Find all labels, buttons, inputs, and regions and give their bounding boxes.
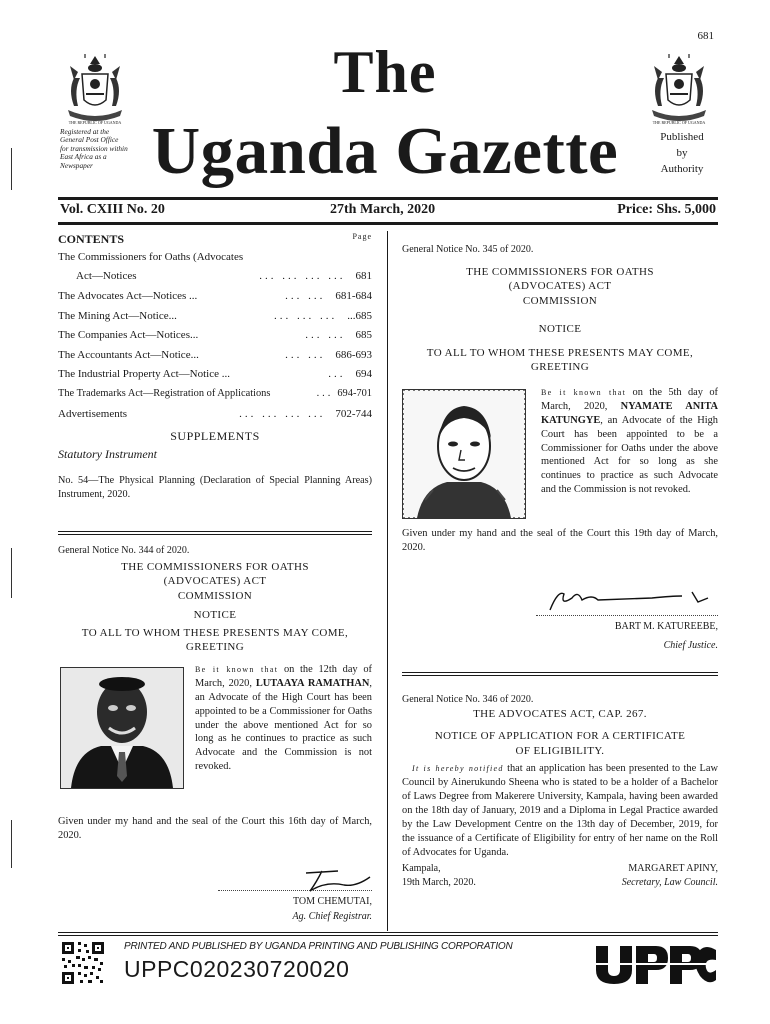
toc-page: 702-744 xyxy=(335,407,372,420)
page-number: 681 xyxy=(697,30,714,42)
toc-row xyxy=(58,365,372,385)
registered-line: East Africa as a xyxy=(60,152,107,162)
toc-title: The Advocates Act—Notices ... xyxy=(58,289,198,302)
uppc-logo-icon xyxy=(592,942,718,986)
signature-chemutai xyxy=(286,863,376,893)
notice-act-title: THE COMMISSIONERS FOR OATHS (ADVOCATES) ACT xyxy=(466,266,654,293)
crest-caption-right: THE REPUBLIC OF UGANDA xyxy=(652,120,706,125)
notice-body-1: on the 5th day of March, 2020, xyxy=(541,386,718,412)
toc-row xyxy=(58,267,372,287)
issue-date: 27th March, 2020 xyxy=(330,202,436,217)
signatory-title: Secretary, Law Council. xyxy=(621,877,718,889)
toc-dots: ... ... ... xyxy=(274,309,338,322)
notice-lead: It is hereby notified xyxy=(412,763,504,773)
toc-page: ...685 xyxy=(347,309,372,322)
issue-price: Price: Shs. 5,000 xyxy=(617,202,716,217)
contents-rule-double xyxy=(58,534,372,535)
column-divider xyxy=(387,231,388,931)
toc-dots: ... ... ... ... xyxy=(259,270,346,283)
notice-greeting: TO ALL TO WHOM THESE PRESENTS MAY COME, GREETING xyxy=(81,627,349,654)
toc-title: The Trademarks Act—Registration of Applications xyxy=(58,388,271,400)
footer-rule-double xyxy=(58,935,718,936)
toc-page: 694-701 xyxy=(337,388,372,400)
signatory-name: MARGARET APINY, xyxy=(628,863,718,875)
toc-title: Act—Notices xyxy=(76,270,137,283)
notice-345 xyxy=(402,244,718,651)
masthead-title: Uganda Gazette xyxy=(151,114,619,188)
notice-subtitle: COMMISSION xyxy=(522,294,598,307)
toc-title: The Industrial Property Act—Notice ... xyxy=(58,368,230,381)
issue-volume: Vol. CXIII No. 20 xyxy=(60,202,165,217)
contents-header xyxy=(58,232,372,247)
notice-number: General Notice No. 346 of 2020. xyxy=(402,694,534,705)
notice-body-text: that an application has been presented to the Law Council by Ainerukundo Sheena who is stated to be a holder of a Bachelor of Laws Degree from Makerere University, Kampala, having been awarded on the 18th day of January, 2019 and a Diploma in Legal Practice awarded by the Law Development Centre on the 13th day of December, 2019, for the issuance of a Certificate of Eligibility for entry of her name on the Roll of Advocates for Uganda. xyxy=(402,762,718,858)
toc-row xyxy=(58,325,372,345)
signatory-title: Chief Justice. xyxy=(663,640,718,651)
toc-dots: ... ... xyxy=(305,329,346,342)
toc-dots: ... ... xyxy=(285,289,326,302)
signatory-name: TOM CHEMUTAI, xyxy=(292,896,372,907)
registered-line: General Post Office xyxy=(60,135,119,145)
supplements-heading: SUPPLEMENTS xyxy=(170,429,260,444)
masthead-the: The xyxy=(333,39,437,105)
toc-dots: ... ... ... ... xyxy=(239,407,326,420)
published-line: Published xyxy=(660,131,704,143)
published-by-authority xyxy=(642,130,722,178)
scan-mark xyxy=(11,548,12,598)
registered-note xyxy=(60,128,132,170)
notice-body-block xyxy=(58,661,372,811)
toc-row xyxy=(58,345,372,365)
toc-row xyxy=(58,286,372,306)
crest-caption-left: THE REPUBLIC OF UGANDA xyxy=(68,120,122,125)
notice-number: General Notice No. 345 of 2020. xyxy=(402,244,534,255)
toc-page: 694 xyxy=(355,368,372,381)
toc-title: The Commissioners for Oaths (Advocates xyxy=(58,250,244,263)
notice-rule xyxy=(402,672,718,673)
signature-katureebe xyxy=(542,584,720,614)
notice-place: Kampala, xyxy=(402,863,441,875)
notice-body-2: , an Advocate of the High Court has been appointed to be a Commissioner for Oaths under the above mentioned Act for so long as she continues to practice as such Advocate and the Commission is not revoked. xyxy=(541,414,718,496)
notice-body xyxy=(402,762,718,860)
registered-line: Newspaper xyxy=(60,160,93,170)
toc-page: 681 xyxy=(355,270,372,283)
published-line: by xyxy=(676,146,688,159)
statutory-heading: Statutory Instrument xyxy=(58,447,157,462)
toc-title: The Mining Act—Notice... xyxy=(58,309,177,322)
toc-title: Advertisements xyxy=(58,407,128,420)
notice-344 xyxy=(58,545,372,922)
toc-row xyxy=(58,306,372,326)
toc-dots: ... xyxy=(316,388,334,400)
portrait-photo xyxy=(402,389,526,519)
notice-subtitle: COMMISSION xyxy=(177,589,253,602)
toc-page: 686-693 xyxy=(335,348,372,361)
signatory-title: Ag. Chief Registrar. xyxy=(292,911,372,922)
notice-footer xyxy=(402,863,718,895)
statutory-item: No. 54—The Physical Planning (Declaration of Special Planning Areas) Instrument, 2020. xyxy=(58,475,372,500)
masthead-rule-bottom xyxy=(58,222,718,225)
toc-row xyxy=(58,404,372,424)
toc-row xyxy=(58,384,372,404)
toc-page: 685 xyxy=(355,329,372,342)
notice-date: 19th March, 2020. xyxy=(402,877,476,889)
footer-rule xyxy=(58,932,718,933)
toc-dots: ... ... xyxy=(285,348,326,361)
toc-title: The Companies Act—Notices... xyxy=(58,329,199,342)
toc-dots: ... xyxy=(328,368,346,381)
notice-label: NOTICE xyxy=(538,322,582,335)
scan-mark xyxy=(11,820,12,868)
published-line: Authority xyxy=(660,162,704,175)
masthead-rule-top xyxy=(58,197,718,200)
registered-line: Registered at the xyxy=(60,127,110,136)
notice-body-1: on the 12th day of March, 2020, xyxy=(195,663,372,689)
toc-title: The Accountants Act—Notice... xyxy=(58,348,199,361)
appointee-name: LUTAAYA RAMATHAN xyxy=(255,677,370,689)
toc-row xyxy=(58,247,372,267)
signature-line xyxy=(536,615,718,616)
notice-body xyxy=(195,663,372,775)
notice-given: Given under my hand and the seal of the Court this 19th day of March, 2020. xyxy=(402,527,718,553)
notice-given: Given under my hand and the seal of the Court this 16th day of March, 2020. xyxy=(58,815,372,841)
notice-greeting: TO ALL TO WHOM THESE PRESENTS MAY COME, GREETING xyxy=(426,347,694,374)
contents-page-label: Page xyxy=(352,232,372,241)
notice-lead: Be it known that xyxy=(541,387,627,397)
notice-body xyxy=(541,386,718,498)
registered-line: for transmission within xyxy=(60,143,128,153)
notice-title: NOTICE OF APPLICATION FOR A CERTIFICATE OF ELIGIBILITY. xyxy=(434,730,686,757)
notice-act-title: THE COMMISSIONERS FOR OATHS (ADVOCATES) ACT xyxy=(121,561,309,588)
signature-line xyxy=(218,890,372,891)
appointee-name: NYAMATE ANITA KATUNGYE xyxy=(541,400,718,426)
notice-body-2: , an Advocate of the High Court has been appointed to be a Commissioner for Oaths under the above mentioned Act for so long as he continues to practice as such Advocate and the Commission is not revoked. xyxy=(195,677,372,773)
qr-code-icon xyxy=(60,940,106,986)
contents-section xyxy=(58,232,372,501)
uppc-code: UPPC020230720020 xyxy=(124,956,350,982)
portrait-photo xyxy=(60,667,184,789)
printer-line: PRINTED AND PUBLISHED BY UGANDA PRINTING AND PUBLISHING CORPORATION xyxy=(124,941,513,952)
signatory-name: BART M. KATUREEBE, xyxy=(614,621,718,632)
notice-body-block xyxy=(402,385,718,525)
notice-act-title: THE ADVOCATES ACT, CAP. 267. xyxy=(473,708,647,720)
contents-rule xyxy=(58,531,372,532)
scan-mark xyxy=(11,148,12,190)
notice-346 xyxy=(402,694,718,895)
contents-heading: CONTENTS xyxy=(58,232,125,246)
toc-page: 681-684 xyxy=(335,289,372,302)
notice-rule-double xyxy=(402,675,718,676)
notice-label: NOTICE xyxy=(193,608,237,621)
notice-number: General Notice No. 344 of 2020. xyxy=(58,545,190,556)
notice-lead: Be it known that xyxy=(195,664,279,674)
